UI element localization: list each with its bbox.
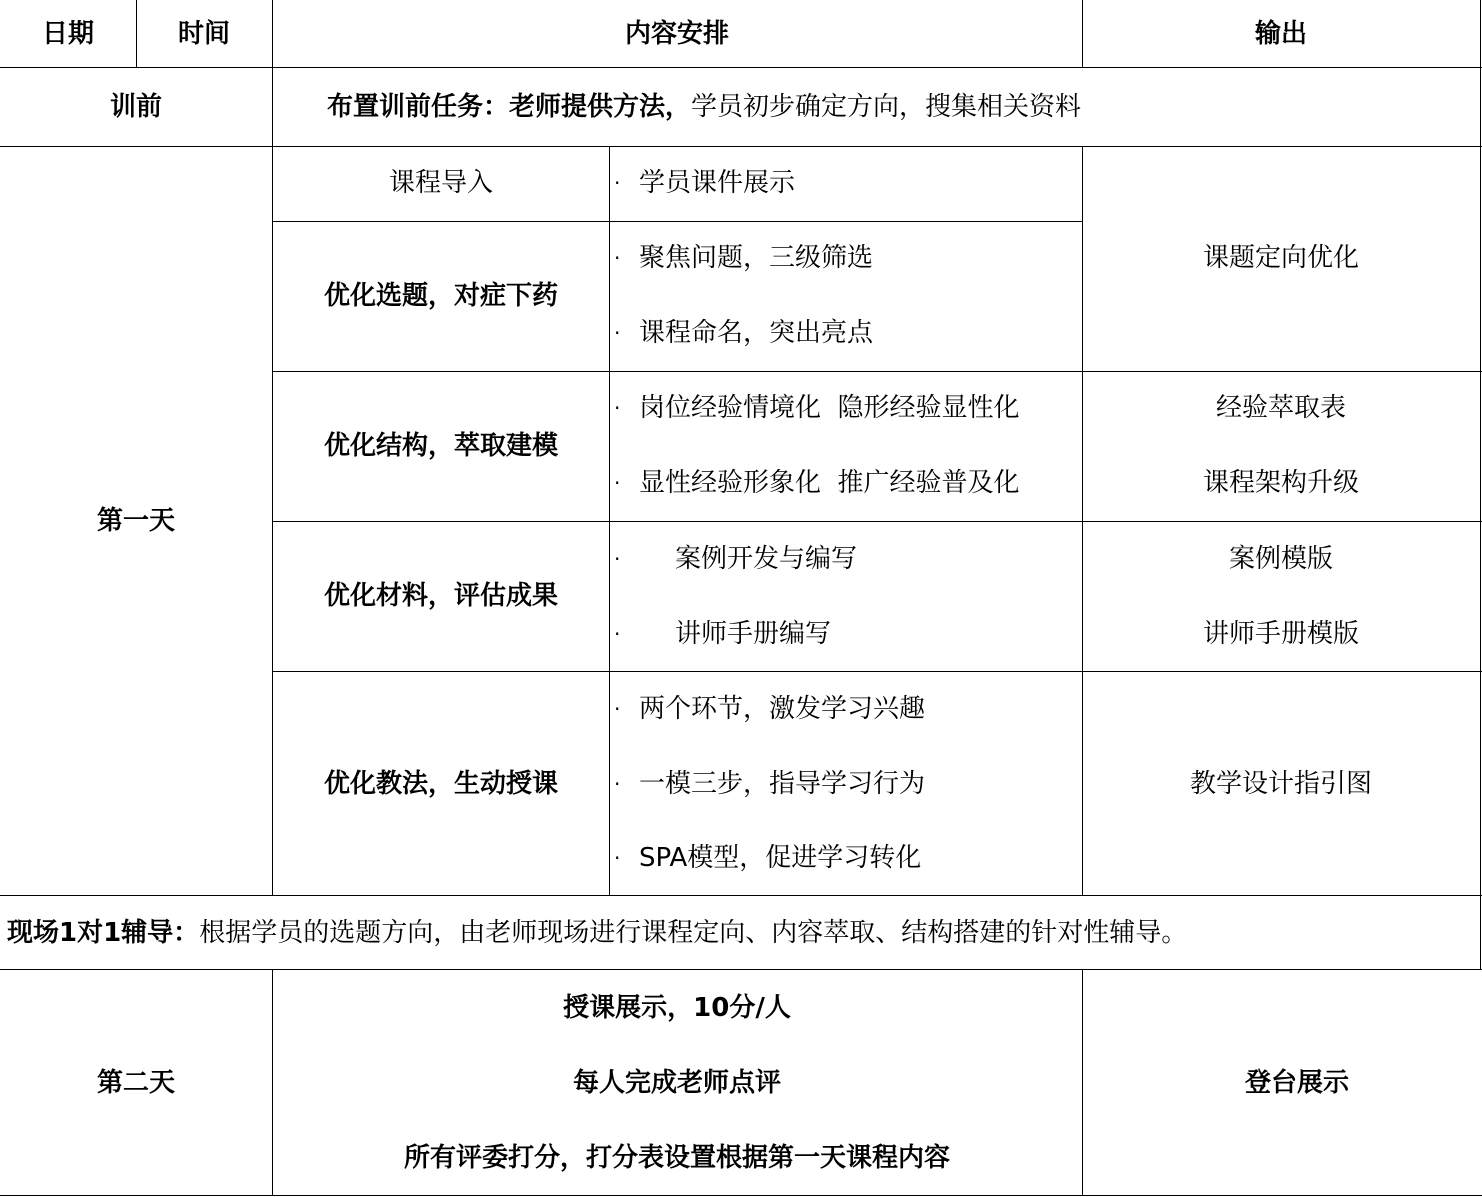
day1-topic-selection: 优化选题，对症下药	[323, 281, 559, 311]
day1-label: 第一天	[96, 506, 176, 536]
grid-line	[272, 221, 1082, 222]
grid-line	[0, 146, 1482, 147]
day1-output-design-guide: 教学设计指引图	[1189, 769, 1373, 799]
day1-topic-materials: 优化材料，评估成果	[323, 581, 559, 611]
list-item: 学员课件展示	[639, 168, 796, 198]
bullet: ·	[614, 846, 621, 870]
day2-line: 授课展示，10分/人	[563, 993, 791, 1023]
bullet: ·	[614, 321, 621, 345]
list-item: 讲师手册编写	[675, 619, 832, 649]
grid-line	[1082, 146, 1083, 895]
pre-content-bold: 布置训前任务：老师提供方法，	[327, 92, 692, 122]
list-item: 一模三步，指导学习行为	[639, 769, 926, 799]
grid-line	[0, 67, 1482, 68]
day1-output-architecture: 课程架构升级	[1202, 468, 1360, 498]
header-time: 时间	[177, 19, 231, 49]
pre-label: 训前	[109, 92, 163, 122]
bullet: ·	[614, 547, 621, 571]
day1-output-case-template: 案例模版	[1228, 544, 1334, 574]
grid-line	[0, 1195, 1482, 1196]
day1-topic-structure: 优化结构，萃取建模	[323, 431, 559, 461]
header-date: 日期	[41, 19, 95, 49]
bullet: ·	[614, 171, 621, 195]
bullet: ·	[614, 622, 621, 646]
grid-line	[0, 895, 1482, 896]
list-item: 岗位经验情境化 隐形经验显性化	[639, 393, 1020, 423]
grid-line	[1082, 0, 1083, 67]
coaching-bold: 现场1对1辅导：	[7, 918, 200, 948]
day1-topic-intro: 课程导入	[388, 168, 494, 198]
grid-line	[272, 969, 273, 1196]
grid-line	[136, 0, 137, 67]
list-item: 聚焦问题，三级筛选	[639, 243, 874, 273]
list-item: 显性经验形象化 推广经验普及化	[639, 468, 1020, 498]
bullet: ·	[614, 697, 621, 721]
header-output: 输出	[1254, 19, 1308, 49]
grid-line	[272, 371, 1482, 372]
day2-line: 每人完成老师点评	[572, 1068, 782, 1098]
list-item: 课程命名，突出亮点	[639, 318, 874, 348]
day2-line: 所有评委打分，打分表设置根据第一天课程内容	[403, 1143, 951, 1173]
day1-topic-teaching: 优化教法，生动授课	[323, 769, 559, 799]
grid-line	[1082, 969, 1083, 1196]
pre-content-rest: 学员初步确定方向，搜集相关资料	[691, 92, 1082, 122]
day2-output: 登台展示	[1244, 1068, 1350, 1098]
header-content: 内容安排	[624, 19, 730, 49]
list-item: SPA模型，促进学习转化	[639, 843, 922, 873]
day1-output-extraction: 经验萃取表	[1215, 393, 1347, 423]
grid-line	[272, 671, 1482, 672]
grid-line	[272, 0, 273, 895]
day1-output-topic: 课题定向优化	[1202, 243, 1360, 273]
bullet: ·	[614, 772, 621, 796]
list-item: 案例开发与编写	[675, 544, 858, 574]
list-item: 两个环节，激发学习兴趣	[639, 694, 926, 724]
pre-content	[327, 92, 1081, 122]
day2-label: 第二天	[96, 1068, 176, 1098]
grid-line	[1480, 0, 1481, 969]
grid-line	[272, 521, 1482, 522]
grid-line	[609, 146, 610, 895]
coaching-rest: 根据学员的选题方向，由老师现场进行课程定向、内容萃取、结构搭建的针对性辅导。	[199, 918, 1188, 948]
grid-line	[0, 969, 1482, 970]
coaching-note	[7, 918, 1187, 948]
day1-output-handbook-template: 讲师手册模版	[1202, 619, 1360, 649]
bullet: ·	[614, 471, 621, 495]
bullet: ·	[614, 246, 621, 270]
bullet: ·	[614, 396, 621, 420]
